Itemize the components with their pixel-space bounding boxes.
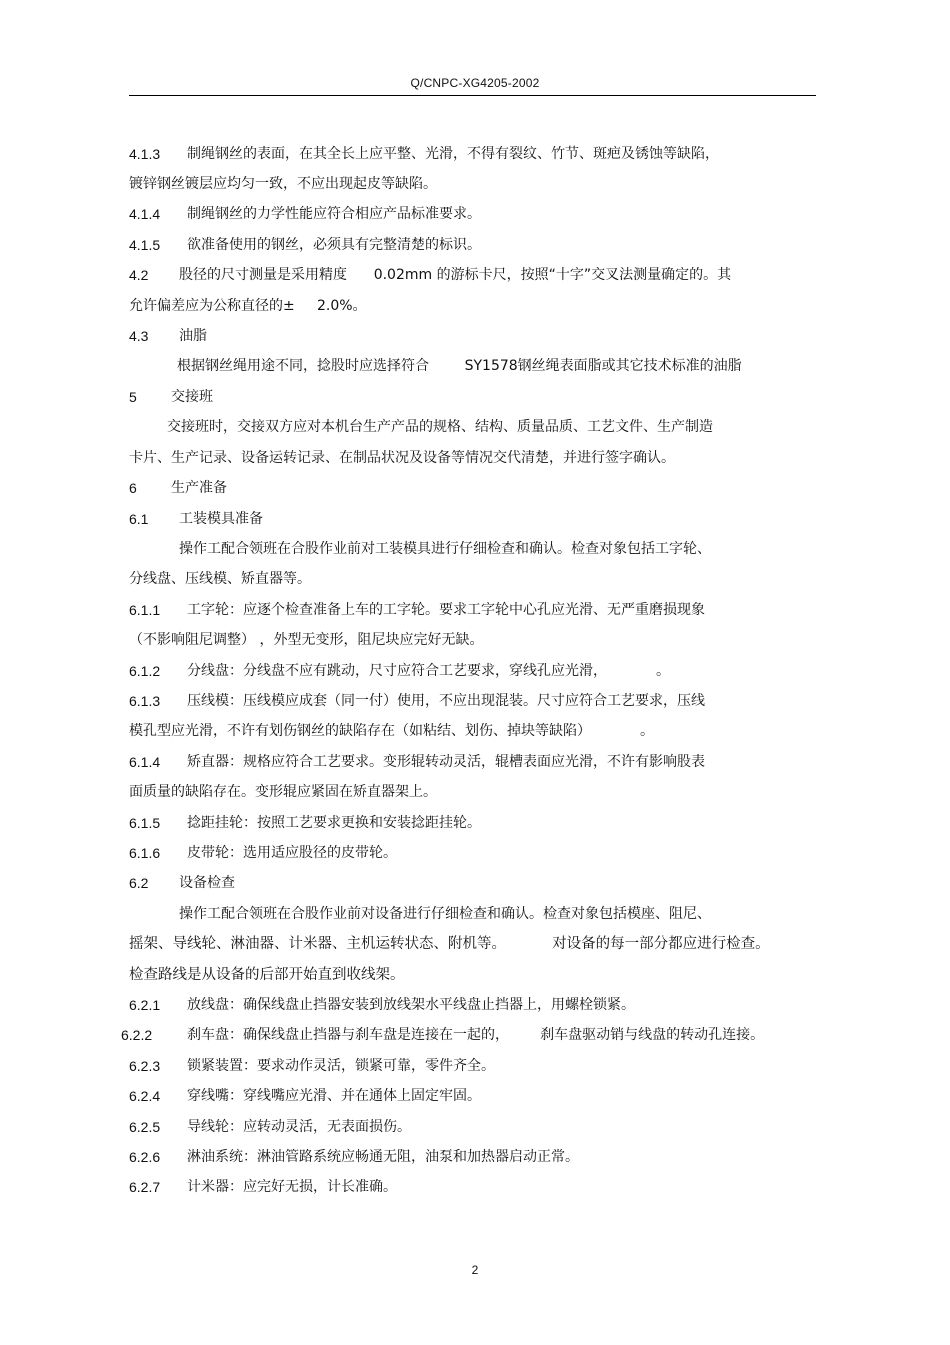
clause-text: 捻距挂轮：按照工艺要求更换和安装捻距挂轮。 <box>187 815 481 831</box>
clause-number: 6.2.5 <box>129 1119 161 1135</box>
clause-text: 刹车盘：确保线盘止挡器与刹车盘是连接在一起的， 刹车盘驱动销与线盘的转动孔连接。 <box>187 1027 765 1043</box>
clause-text: 分线盘、压线模、矫直器等。 <box>129 571 311 587</box>
clause-number: 4.2 <box>129 267 149 283</box>
clause-number: 4.1.5 <box>129 237 161 253</box>
clause-text: 分线盘：分线盘不应有跳动，尺寸应符合工艺要求，穿线孔应光滑， 。 <box>187 663 670 679</box>
clause-text: 制绳钢丝的力学性能应符合相应产品标准要求。 <box>187 206 481 222</box>
clause-number: 6.1.4 <box>129 754 161 770</box>
clause-number: 6.1.5 <box>129 815 161 831</box>
clause-text: 计米器：应完好无损，计长准确。 <box>187 1179 397 1195</box>
clause-number: 6.2.1 <box>129 997 161 1013</box>
clause-text: 面质量的缺陷存在。变形辊应紧固在矫直器架上。 <box>129 784 437 800</box>
clause-number: 6.1.1 <box>129 602 161 618</box>
clause-number: 6.2 <box>129 875 149 891</box>
clause-text: 欲准备使用的钢丝，必须具有完整清楚的标识。 <box>187 237 481 253</box>
clause-number: 6.1 <box>129 511 149 527</box>
clause-text: 放线盘：确保线盘止挡器安装到放线架水平线盘止挡器上，用螺栓锁紧。 <box>187 997 635 1013</box>
clause-text: 锁紧装置：要求动作灵活，锁紧可靠，零件齐全。 <box>187 1058 495 1074</box>
clause-text: 摇架、导线轮、淋油器、计米器、主机运转状态、附机等。 对设备的每一部分都应进行检查。 <box>129 936 770 952</box>
clause-text: 穿线嘴：穿线嘴应光滑、并在通体上固定牢固。 <box>187 1088 481 1104</box>
clause-text: 矫直器：规格应符合工艺要求。变形辊转动灵活，辊槽表面应光滑，不许有影响股表 <box>187 754 705 770</box>
clause-number: 4.1.4 <box>129 206 161 222</box>
clause-number: 6.2.7 <box>129 1179 161 1195</box>
clause-text: （不影响阻尼调整） ，外型无变形，阻尼块应完好无缺。 <box>129 632 484 648</box>
clause-text: 操作工配合领班在合股作业前对设备进行仔细检查和确认。检查对象包括模座、阻尼、 <box>179 906 711 922</box>
section-heading: 交接班 <box>171 389 213 405</box>
clause-text: 皮带轮：选用适应股径的皮带轮。 <box>187 845 397 861</box>
clause-number: 6.2.4 <box>129 1088 161 1104</box>
section-heading: 工装模具准备 <box>179 511 263 527</box>
clause-number: 5 <box>129 389 137 405</box>
document-code-header: Q/CNPC-XG4205-2002 <box>410 76 540 90</box>
clause-number: 6.2.6 <box>129 1149 161 1165</box>
clause-text: 镀锌钢丝镀层应均匀一致，不应出现起皮等缺陷。 <box>129 176 437 192</box>
clause-number: 6.1.2 <box>129 663 161 679</box>
clause-number: 6.1.3 <box>129 693 161 709</box>
clause-number: 6 <box>129 480 137 496</box>
clause-text: 制绳钢丝的表面，在其全长上应平整、光滑，不得有裂纹、竹节、斑疤及锈蚀等缺陷， <box>187 146 719 162</box>
section-heading: 生产准备 <box>171 480 227 496</box>
clause-number: 6.2.2 <box>121 1027 153 1043</box>
section-heading: 设备检查 <box>179 875 235 891</box>
clause-number: 6.2.3 <box>129 1058 161 1074</box>
header-rule <box>129 95 816 96</box>
clause-text: 卡片、生产记录、设备运转记录、在制品状况及设备等情况交代清楚，并进行签字确认。 <box>129 450 675 466</box>
clause-number: 6.1.6 <box>129 845 161 861</box>
clause-text: 操作工配合领班在合股作业前对工装模具进行仔细检查和确认。检查对象包括工字轮、 <box>179 541 711 557</box>
clause-text: 压线模：压线模应成套（同一付）使用，不应出现混装。尺寸应符合工艺要求，压线 <box>187 693 705 709</box>
clause-text: 模孔型应光滑，不许有划伤钢丝的缺陷存在（如粘结、划伤、掉块等缺陷） 。 <box>129 723 654 739</box>
clause-text: 导线轮：应转动灵活，无表面损伤。 <box>187 1119 411 1135</box>
clause-number: 4.1.3 <box>129 146 161 162</box>
clause-text: 工字轮：应逐个检查准备上车的工字轮。要求工字轮中心孔应光滑、无严重磨损现象 <box>187 602 705 618</box>
clause-text: 交接班时，交接双方应对本机台生产产品的规格、结构、质量品质、工艺文件、生产制造 <box>167 419 713 435</box>
clause-text: 股径的尺寸测量是采用精度 0.02mm 的游标卡尺，按照“十字”交叉法测量确定的。其 <box>179 267 732 283</box>
clause-text: 根据钢丝绳用途不同，捻股时应选择符合 SY1578钢丝绳表面脂或其它技术标准的油脂 <box>177 358 742 374</box>
clause-text: 允许偏差应为公称直径的± 2.0%。 <box>129 298 367 314</box>
page-number: 2 <box>471 1263 479 1277</box>
clause-text: 淋油系统：淋油管路系统应畅通无阻，油泵和加热器启动正常。 <box>187 1149 579 1165</box>
clause-text: 检查路线是从设备的后部开始直到收线架。 <box>129 967 405 983</box>
clause-number: 4.3 <box>129 328 149 344</box>
section-heading: 油脂 <box>179 328 207 344</box>
